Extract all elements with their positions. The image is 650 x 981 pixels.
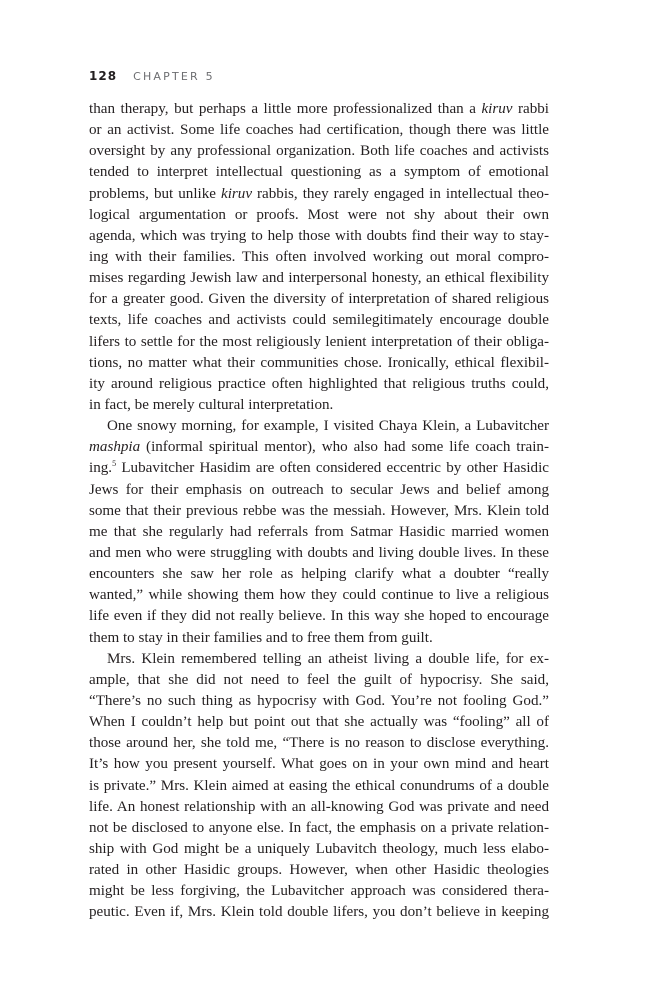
- text-segment: rated in other Hasidic groups. However, when other Hasidic theologies: [89, 862, 549, 879]
- text-segment: “There’s no such thing as hypocrisy with God. You’re not fooling God.”: [89, 692, 549, 709]
- text-line: [89, 501, 549, 522]
- text-line: [89, 458, 549, 479]
- text-line: [89, 818, 549, 839]
- text-line: [89, 353, 549, 374]
- text-segment: lifers to settle for the most religiously lenient interpretation of their obliga-: [89, 333, 549, 350]
- text-line: [89, 733, 549, 754]
- text-segment: mises regarding Jewish law and interpersonal honesty, an ethical flexibility: [89, 270, 549, 287]
- running-header: [89, 69, 215, 83]
- page-number: 128: [89, 69, 118, 83]
- text-segment: Mrs. Klein remembered telling an atheist living a double life, for ex-: [107, 650, 549, 667]
- text-line: [89, 162, 549, 183]
- text-segment: ship with God might be a uniquely Lubavitch theology, much less elabo-: [89, 840, 549, 857]
- body-text: [89, 99, 549, 923]
- text-line: [89, 628, 549, 649]
- text-line: [89, 480, 549, 501]
- text-line: [89, 289, 549, 310]
- text-segment: Lubavitcher Hasidim are often considered eccentric by other Hasidic: [116, 460, 549, 477]
- text-segment: logical argumentation or proofs. Most were not shy about their own: [89, 206, 549, 223]
- text-segment: ample, that she did not need to feel the guilt of hypocrisy. She said,: [89, 671, 549, 688]
- text-line: [89, 395, 549, 416]
- text-segment: not be disclosed to anyone else. In fact, the emphasis on a private relation-: [89, 819, 549, 836]
- text-line: [89, 310, 549, 331]
- italic-term: kiruv: [221, 185, 253, 202]
- text-segment: tions, no matter what their communities chose. Ironically, ethical flexibil-: [89, 354, 549, 371]
- text-segment: It’s how you present yourself. What goes on in your own mind and heart: [89, 756, 549, 773]
- text-segment: ing.: [89, 460, 113, 477]
- text-segment: rabbis, they rarely engaged in intellectual theo-: [252, 185, 549, 202]
- text-segment: is private.” Mrs. Klein aimed at easing the ethical conundrums of a double: [89, 777, 549, 794]
- text-line: [89, 522, 549, 543]
- text-segment: texts, life coaches and activists could semilegitimately encourage double: [89, 312, 549, 329]
- text-segment: peutic. Even if, Mrs. Klein told double lifers, you don’t believe in keeping: [89, 904, 549, 921]
- text-segment: tended to interpret intellectual questioning as a symptom of emotional: [89, 164, 549, 181]
- text-segment: me that she regularly had referrals from Satmar Hasidic married women: [89, 523, 549, 540]
- text-line: [89, 902, 549, 923]
- text-line: [89, 881, 549, 902]
- text-segment: for a greater good. Given the diversity of interpretation of shared religious: [89, 291, 549, 308]
- text-line: [89, 712, 549, 733]
- italic-term: mashpia: [89, 439, 141, 456]
- text-line: [89, 585, 549, 606]
- text-line: [89, 839, 549, 860]
- text-line: [89, 416, 549, 437]
- text-line: [89, 247, 549, 268]
- text-segment: agenda, which was trying to help those with doubts find their way to stay-: [89, 227, 549, 244]
- text-line: [89, 776, 549, 797]
- text-line: [89, 437, 549, 458]
- text-line: [89, 141, 549, 162]
- text-segment: ing with their families. This often involved working out moral compro-: [89, 248, 549, 265]
- text-line: [89, 205, 549, 226]
- text-segment: life. An honest relationship with an all-knowing God was private and need: [89, 798, 549, 815]
- text-segment: might be less forgiving, the Lubavitcher approach was considered thera-: [89, 883, 549, 900]
- text-segment: wanted,” while showing them how they could continue to live a religious: [89, 587, 549, 604]
- text-line: [89, 120, 549, 141]
- text-line: [89, 99, 549, 120]
- text-segment: One snowy morning, for example, I visited Chaya Klein, a Lubavitcher: [107, 418, 549, 435]
- text-segment: oversight by any professional organization. Both life coaches and activists: [89, 143, 549, 160]
- text-segment: encounters she saw her role as helping clarify what a doubter “really: [89, 566, 549, 583]
- text-line: [89, 374, 549, 395]
- text-line: [89, 860, 549, 881]
- text-segment: (informal spiritual mentor), who also had some life coach train-: [140, 439, 549, 456]
- text-segment: them to stay in their families and to free them from guilt.: [89, 629, 433, 646]
- text-line: [89, 184, 549, 205]
- text-segment: and men who were struggling with doubts and living double lives. In these: [89, 544, 549, 561]
- text-segment: problems, but unlike: [89, 185, 221, 202]
- text-segment: or an activist. Some life coaches had certification, though there was little: [89, 122, 549, 139]
- text-segment: some that their previous rebbe was the messiah. However, Mrs. Klein told: [89, 502, 549, 519]
- italic-term: kiruv: [481, 101, 513, 117]
- text-line: [89, 332, 549, 353]
- text-segment: those around her, she told me, “There is no reason to disclose everything.: [89, 735, 549, 752]
- text-line: [89, 649, 549, 670]
- footnote-marker: 5: [112, 459, 117, 469]
- text-line: [89, 691, 549, 712]
- text-line: [89, 670, 549, 691]
- text-segment: life even if they did not really believe. In this way she hoped to encourage: [89, 608, 549, 625]
- text-segment: Jews for their emphasis on outreach to secular Jews and belief among: [89, 481, 549, 498]
- text-line: [89, 797, 549, 818]
- text-segment: When I couldn’t help but point out that she actually was “fooling” all of: [89, 714, 549, 731]
- text-line: [89, 754, 549, 775]
- text-line: [89, 268, 549, 289]
- text-line: [89, 564, 549, 585]
- text-line: [89, 226, 549, 247]
- text-segment: rabbi: [512, 101, 549, 117]
- text-segment: ity around religious practice often highlighted that religious truths could,: [89, 375, 549, 392]
- chapter-label: CHAPTER 5: [133, 69, 215, 83]
- text-segment: than therapy, but perhaps a little more professionalized than a: [89, 101, 482, 117]
- text-line: [89, 606, 549, 627]
- text-segment: in fact, be merely cultural interpretation.: [89, 396, 334, 413]
- text-line: [89, 543, 549, 564]
